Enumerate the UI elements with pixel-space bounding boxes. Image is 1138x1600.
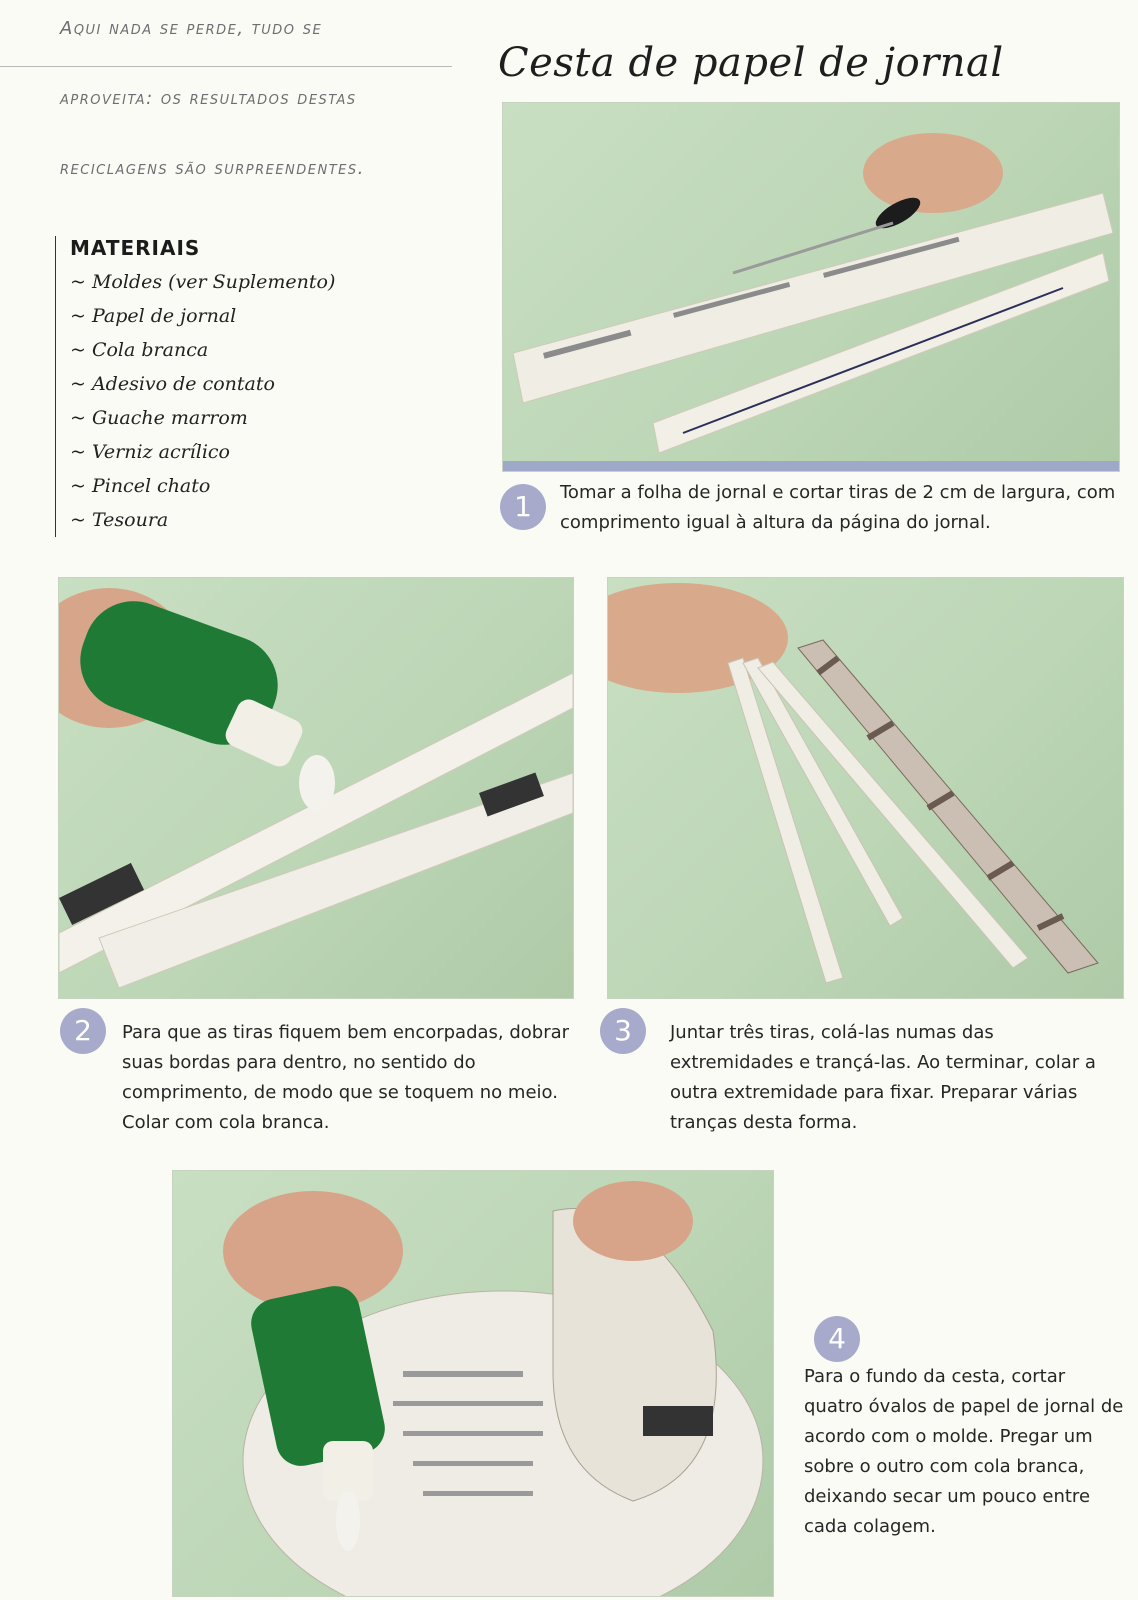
material-item: ~ Tesoura bbox=[70, 509, 169, 531]
materials-heading: MATERIAIS bbox=[70, 236, 201, 260]
step-2-illustration bbox=[59, 578, 573, 998]
step-1-text: Tomar a folha de jornal e cortar tiras de 2 cm de largura, com comprimento igual à altura da página do jornal. bbox=[560, 482, 1116, 533]
material-item: ~ Cola branca bbox=[70, 339, 209, 361]
material-item: ~ Adesivo de contato bbox=[70, 373, 275, 395]
step-3-photo bbox=[607, 577, 1124, 999]
material-item: ~ Guache marrom bbox=[70, 407, 248, 429]
step-4-badge: 4 bbox=[814, 1316, 860, 1362]
step-4-photo bbox=[172, 1170, 774, 1597]
materials-list bbox=[70, 265, 400, 537]
step-4-illustration bbox=[173, 1171, 773, 1596]
step-3-illustration bbox=[608, 578, 1123, 998]
material-item: ~ Verniz acrílico bbox=[70, 441, 230, 463]
material-item: ~ Pincel chato bbox=[70, 475, 211, 497]
step-2-badge: 2 bbox=[60, 1008, 106, 1054]
step-3-text: Juntar três tiras, colá-las numas das extremidades e trançá-las. Ao terminar, colar a outra extremidade para fixar. Preparar várias tranças desta forma. bbox=[670, 1022, 1096, 1133]
step-3-badge: 3 bbox=[600, 1008, 646, 1054]
material-item: ~ Moldes (ver Suplemento) bbox=[70, 271, 336, 293]
step-2-photo bbox=[58, 577, 574, 999]
step-1-illustration bbox=[503, 103, 1119, 471]
step-4-text: Para o fundo da cesta, cortar quatro óvalos de papel de jornal de acordo com o molde. Pregar um sobre o outro com cola branca, deixando secar um pouco entre cada colagem. bbox=[804, 1366, 1124, 1537]
page-title: Cesta de papel de jornal bbox=[498, 40, 1004, 86]
intro-line-1: Aqui nada se perde, tudo se bbox=[60, 18, 323, 39]
intro-line-2: aproveita: os resultados destas bbox=[60, 88, 357, 109]
material-item: ~ Papel de jornal bbox=[70, 305, 237, 327]
step-1-badge: 1 bbox=[500, 484, 546, 530]
step-2-text: Para que as tiras fiquem bem encorpadas, dobrar suas bordas para dentro, no sentido do comprimento, de modo que se toquem no meio. Colar com cola branca. bbox=[122, 1022, 570, 1133]
materials-box bbox=[55, 236, 400, 537]
step-1-photo bbox=[502, 102, 1120, 472]
intro-line-3: reciclagens são surpreendentes. bbox=[60, 158, 365, 179]
intro-divider bbox=[0, 66, 452, 67]
